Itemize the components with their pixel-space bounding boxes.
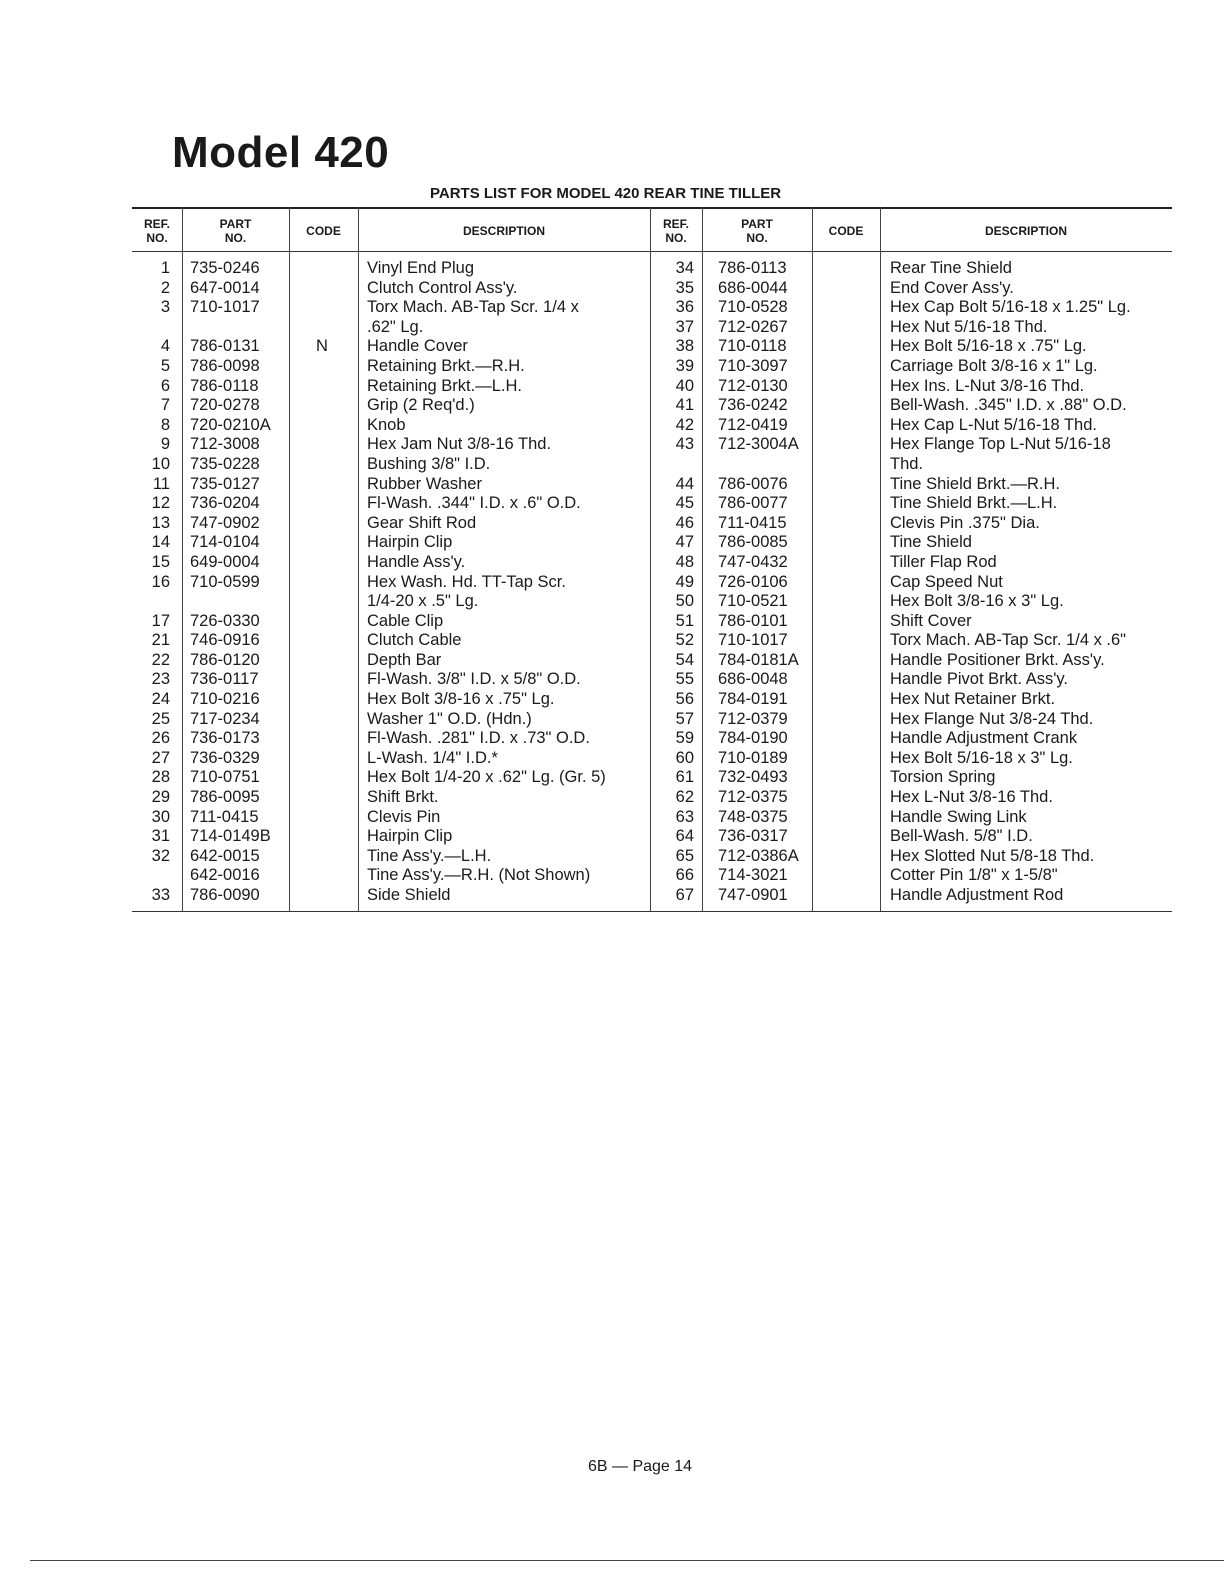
part-no: 712-0419: [718, 415, 788, 434]
table-row: [132, 710, 1172, 730]
description: Hex Cap Bolt 5/16-18 x 1.25" Lg.: [890, 298, 1131, 317]
table-row: [132, 298, 1172, 318]
part-no: 784-0181A: [718, 650, 799, 669]
ref-no: 67: [675, 886, 694, 904]
description: Clutch Control Ass'y.: [367, 278, 518, 297]
description: Handle Adjustment Rod: [890, 886, 1064, 904]
description: Grip (2 Req'd.): [367, 396, 475, 415]
table-row: [132, 592, 1172, 612]
part-no: 712-0386A: [718, 846, 799, 865]
part-no: 712-3004A: [718, 435, 799, 454]
ref-no: 17: [151, 611, 170, 630]
ref-no: 10: [151, 454, 170, 473]
part-no: 711-0415: [190, 807, 259, 826]
ref-no: 22: [151, 650, 170, 669]
ref-no: 31: [151, 827, 170, 846]
part-no: 736-0242: [718, 396, 788, 415]
ref-no: 1: [160, 259, 170, 277]
table-row: [132, 612, 1172, 632]
parts-table: [132, 207, 1172, 912]
table-row: [132, 377, 1172, 397]
ref-no: 42: [675, 415, 694, 434]
header-divider: [132, 251, 1172, 252]
part-no: 712-0379: [718, 709, 788, 728]
part-no: 649-0004: [190, 552, 260, 571]
ref-no: 15: [151, 552, 170, 571]
part-no: 717-0234: [190, 709, 260, 728]
part-no: 710-0521: [718, 592, 788, 611]
table-row: [132, 357, 1172, 377]
part-no: 784-0191: [718, 690, 788, 709]
ref-no: 25: [151, 709, 170, 728]
description: Retaining Brkt.—R.H.: [367, 356, 525, 375]
description: Torsion Spring: [890, 768, 996, 787]
ref-no: 6: [160, 376, 170, 395]
description: Thd.: [890, 454, 924, 473]
part-no: 732-0493: [718, 768, 788, 787]
part-no: 786-0095: [190, 788, 260, 807]
ref-no: 54: [675, 650, 694, 669]
table-row: [132, 866, 1172, 886]
ref-no: 51: [675, 611, 694, 630]
table-row: [132, 533, 1172, 553]
part-no: 720-0278: [190, 396, 260, 415]
ref-no: 61: [675, 768, 694, 787]
header-part-left: PART NO.: [219, 217, 252, 245]
part-no: 726-0330: [190, 611, 260, 630]
table-row: [132, 768, 1172, 788]
ref-no: 23: [151, 670, 170, 689]
description: Hex Wash. Hd. TT-Tap Scr.: [367, 572, 566, 591]
table-row: [132, 416, 1172, 436]
description: Hex Flange Top L-Nut 5/16-18: [890, 435, 1111, 454]
table-row: [132, 259, 1172, 279]
description: Hairpin Clip: [367, 533, 453, 552]
part-no: 712-3008: [190, 435, 260, 454]
description: Shift Brkt.: [367, 788, 439, 807]
part-no: 710-3097: [718, 356, 788, 375]
description: Handle Ass'y.: [367, 552, 466, 571]
ref-no: 46: [675, 513, 694, 532]
table-row: [132, 729, 1172, 749]
part-no: 710-0751: [190, 768, 260, 787]
table-row: [132, 670, 1172, 690]
table-row: [132, 847, 1172, 867]
description: Clutch Cable: [367, 631, 462, 650]
description: Hex L-Nut 3/8-16 Thd.: [890, 788, 1053, 807]
description: Fl-Wash. .344" I.D. x .6" O.D.: [367, 494, 581, 513]
ref-no: 4: [160, 337, 170, 356]
part-no: 747-0432: [718, 552, 788, 571]
part-no: 714-0104: [190, 533, 260, 552]
header-ref-right: REF. NO.: [662, 217, 689, 245]
description: Hex Jam Nut 3/8-16 Thd.: [367, 435, 552, 454]
table-row: [132, 749, 1172, 769]
table-row: [132, 279, 1172, 299]
description: Hex Nut 5/16-18 Thd.: [890, 317, 1048, 336]
part-no: 686-0048: [718, 670, 788, 689]
parts-rows: [132, 259, 1172, 906]
part-no: 736-0317: [718, 827, 788, 846]
description: Cap Speed Nut: [890, 572, 1003, 591]
page-number: 6B — Page 14: [588, 1458, 693, 1475]
part-no: 720-0210A: [190, 415, 271, 434]
part-no: 786-0113: [718, 259, 787, 277]
ref-no: 56: [675, 690, 694, 709]
table-row: [132, 494, 1172, 514]
description: Vinyl End Plug: [367, 259, 475, 277]
description: .62" Lg.: [367, 317, 424, 336]
description: Handle Cover: [367, 337, 468, 356]
description: Hex Cap L-Nut 5/16-18 Thd.: [890, 415, 1097, 434]
ref-no: 30: [151, 807, 170, 826]
description: Torx Mach. AB-Tap Scr. 1/4 x: [367, 298, 579, 317]
ref-no: 65: [675, 846, 694, 865]
ref-no: 13: [151, 513, 170, 532]
part-no: 686-0044: [718, 278, 788, 297]
description: Hex Slotted Nut 5/8-18 Thd.: [890, 846, 1095, 865]
part-no: 736-0329: [190, 748, 260, 767]
description: Hairpin Clip: [367, 827, 453, 846]
ref-no: 57: [675, 709, 694, 728]
header-description-left: DESCRIPTION: [462, 224, 545, 238]
part-no: 736-0204: [190, 494, 260, 513]
ref-no: 11: [152, 474, 170, 493]
table-row: [132, 396, 1172, 416]
ref-no: 55: [675, 670, 694, 689]
description: Bushing 3/8" I.D.: [367, 454, 491, 473]
table-row: [132, 573, 1172, 593]
table-row: [132, 553, 1172, 573]
ref-no: 7: [160, 396, 170, 415]
table-row: [132, 435, 1172, 455]
part-no: 746-0916: [190, 631, 260, 650]
part-no: 786-0120: [190, 650, 260, 669]
ref-no: 34: [675, 259, 694, 277]
table-row: [132, 318, 1172, 338]
header-ref-left: REF. NO.: [143, 217, 170, 245]
ref-no: 9: [160, 435, 170, 454]
ref-no: 40: [675, 376, 694, 395]
part-no: 710-0189: [718, 748, 788, 767]
code: N: [316, 337, 328, 356]
ref-no: 12: [151, 494, 170, 513]
ref-no: 24: [151, 690, 170, 709]
description: Tine Shield: [890, 533, 972, 552]
ref-no: 27: [151, 748, 170, 767]
description: Handle Pivot Brkt. Ass'y.: [890, 670, 1068, 689]
description: Hex Flange Nut 3/8-24 Thd.: [890, 709, 1094, 728]
ref-no: 49: [675, 572, 694, 591]
part-no: 714-3021: [718, 866, 788, 885]
table-row: [132, 690, 1172, 710]
description: End Cover Ass'y.: [890, 278, 1014, 297]
ref-no: 2: [160, 278, 170, 297]
part-no: 786-0085: [718, 533, 788, 552]
ref-no: 37: [675, 317, 694, 336]
table-row: [132, 788, 1172, 808]
part-no: 710-1017: [718, 631, 788, 650]
parts-list-title: PARTS LIST FOR MODEL 420 REAR TINE TILLER: [430, 185, 782, 202]
ref-no: 52: [675, 631, 694, 650]
ref-no: 59: [675, 729, 694, 748]
part-no: 647-0014: [190, 278, 260, 297]
ref-no: 14: [151, 533, 170, 552]
ref-no: 3: [160, 298, 170, 317]
description: Fl-Wash. 3/8" I.D. x 5/8" O.D.: [367, 670, 581, 689]
ref-no: 16: [151, 572, 170, 591]
part-no: 710-0528: [718, 298, 788, 317]
description: Rear Tine Shield: [890, 259, 1012, 277]
description: Handle Adjustment Crank: [890, 729, 1078, 748]
description: Knob: [367, 415, 406, 434]
part-no: 735-0228: [190, 454, 260, 473]
part-no: 735-0246: [190, 259, 260, 277]
header-description-right: DESCRIPTION: [984, 224, 1067, 238]
part-no: 786-0101: [718, 611, 788, 630]
table-row: [132, 455, 1172, 475]
ref-no: 38: [675, 337, 694, 356]
description: 1/4-20 x .5" Lg.: [367, 592, 479, 611]
part-no: 710-0118: [718, 337, 787, 356]
part-no: 710-0599: [190, 572, 260, 591]
ref-no: 39: [675, 356, 694, 375]
ref-no: 66: [675, 866, 694, 885]
description: Hex Nut Retainer Brkt.: [890, 690, 1056, 709]
description: Carriage Bolt 3/8-16 x 1" Lg.: [890, 356, 1098, 375]
ref-no: 63: [675, 807, 694, 826]
description: Cable Clip: [367, 611, 444, 630]
part-no: 786-0090: [190, 886, 260, 904]
header-code-left: CODE: [306, 224, 341, 238]
ref-no: 60: [675, 748, 694, 767]
description: Rubber Washer: [367, 474, 482, 493]
ref-no: 50: [675, 592, 694, 611]
bottom-rule: [30, 1560, 1224, 1561]
ref-no: 44: [675, 474, 694, 493]
part-no: 735-0127: [190, 474, 260, 493]
description: Hex Bolt 3/8-16 x 3" Lg.: [890, 592, 1064, 611]
header-code-right: CODE: [828, 224, 864, 238]
ref-no: 45: [675, 494, 694, 513]
ref-no: 33: [151, 886, 170, 904]
table-row: [132, 475, 1172, 495]
ref-no: 62: [675, 788, 694, 807]
description: Tiller Flap Rod: [890, 552, 997, 571]
table-row: [132, 651, 1172, 671]
ref-no: 48: [675, 552, 694, 571]
description: Bell-Wash. 5/8" I.D.: [890, 827, 1033, 846]
part-no: 642-0016: [190, 866, 260, 885]
part-no: 710-1017: [190, 298, 260, 317]
description: Tine Ass'y.—L.H.: [367, 846, 492, 865]
description: Retaining Brkt.—L.H.: [367, 376, 522, 395]
table-row: [132, 514, 1172, 534]
part-no: 714-0149B: [190, 827, 271, 846]
ref-no: 26: [151, 729, 170, 748]
description: Tine Shield Brkt.—L.H.: [890, 494, 1058, 513]
part-no: 786-0076: [718, 474, 788, 493]
description: Shift Cover: [890, 611, 972, 630]
description: Hex Bolt 5/16-18 x .75" Lg.: [890, 337, 1087, 356]
description: Bell-Wash. .345" I.D. x .88" O.D.: [890, 396, 1127, 415]
part-no: 736-0117: [190, 670, 259, 689]
ref-no: 8: [160, 415, 170, 434]
ref-no: 35: [675, 278, 694, 297]
description: Cotter Pin 1/8" x 1-5/8": [890, 866, 1058, 885]
description: Torx Mach. AB-Tap Scr. 1/4 x .6": [890, 631, 1127, 650]
part-no: 786-0098: [190, 356, 260, 375]
description: Gear Shift Rod: [367, 513, 477, 532]
description: Side Shield: [367, 886, 451, 904]
ref-no: 47: [675, 533, 694, 552]
ref-no: 5: [160, 356, 170, 375]
part-no: 784-0190: [718, 729, 788, 748]
description: Hex Bolt 3/8-16 x .75" Lg.: [367, 690, 555, 709]
part-no: 747-0902: [190, 513, 260, 532]
part-no: 736-0173: [190, 729, 260, 748]
part-no: 712-0375: [718, 788, 788, 807]
description: Depth Bar: [367, 650, 442, 669]
ref-no: 32: [151, 846, 170, 865]
description: Handle Positioner Brkt. Ass'y.: [890, 650, 1105, 669]
ref-no: 64: [675, 827, 694, 846]
description: Hex Ins. L-Nut 3/8-16 Thd.: [890, 376, 1085, 395]
ref-no: 43: [675, 435, 694, 454]
description: Clevis Pin: [367, 807, 441, 826]
description: Fl-Wash. .281" I.D. x .73" O.D.: [367, 729, 590, 748]
table-row: [132, 631, 1172, 651]
page-title: Model 420: [172, 128, 390, 177]
table-row: [132, 808, 1172, 828]
ref-no: 21: [151, 631, 170, 650]
part-no: 786-0118: [190, 376, 259, 395]
table-row: [132, 886, 1172, 906]
part-no: 786-0131: [190, 337, 260, 356]
description: Clevis Pin .375" Dia.: [890, 513, 1040, 532]
ref-no: 41: [675, 396, 694, 415]
table-row: [132, 337, 1172, 357]
part-no: 711-0415: [718, 513, 787, 532]
description: Tine Ass'y.—R.H. (Not Shown): [367, 866, 591, 885]
description: Hex Bolt 1/4-20 x .62" Lg. (Gr. 5): [367, 768, 606, 787]
table-row: [132, 827, 1172, 847]
part-no: 747-0901: [718, 886, 788, 904]
description: Washer 1" O.D. (Hdn.): [367, 709, 532, 728]
part-no: 786-0077: [718, 494, 788, 513]
description: L-Wash. 1/4" I.D.*: [367, 748, 498, 767]
part-no: 748-0375: [718, 807, 788, 826]
part-no: 710-0216: [190, 690, 260, 709]
ref-no: 28: [151, 768, 170, 787]
part-no: 642-0015: [190, 846, 260, 865]
part-no: 712-0130: [718, 376, 788, 395]
part-no: 712-0267: [718, 317, 788, 336]
description: Tine Shield Brkt.—R.H.: [890, 474, 1060, 493]
header-part-right: PART NO.: [741, 217, 773, 245]
part-no: 726-0106: [718, 572, 788, 591]
ref-no: 29: [151, 788, 170, 807]
description: Handle Swing Link: [890, 807, 1027, 826]
ref-no: 36: [675, 298, 694, 317]
description: Hex Bolt 5/16-18 x 3" Lg.: [890, 748, 1073, 767]
